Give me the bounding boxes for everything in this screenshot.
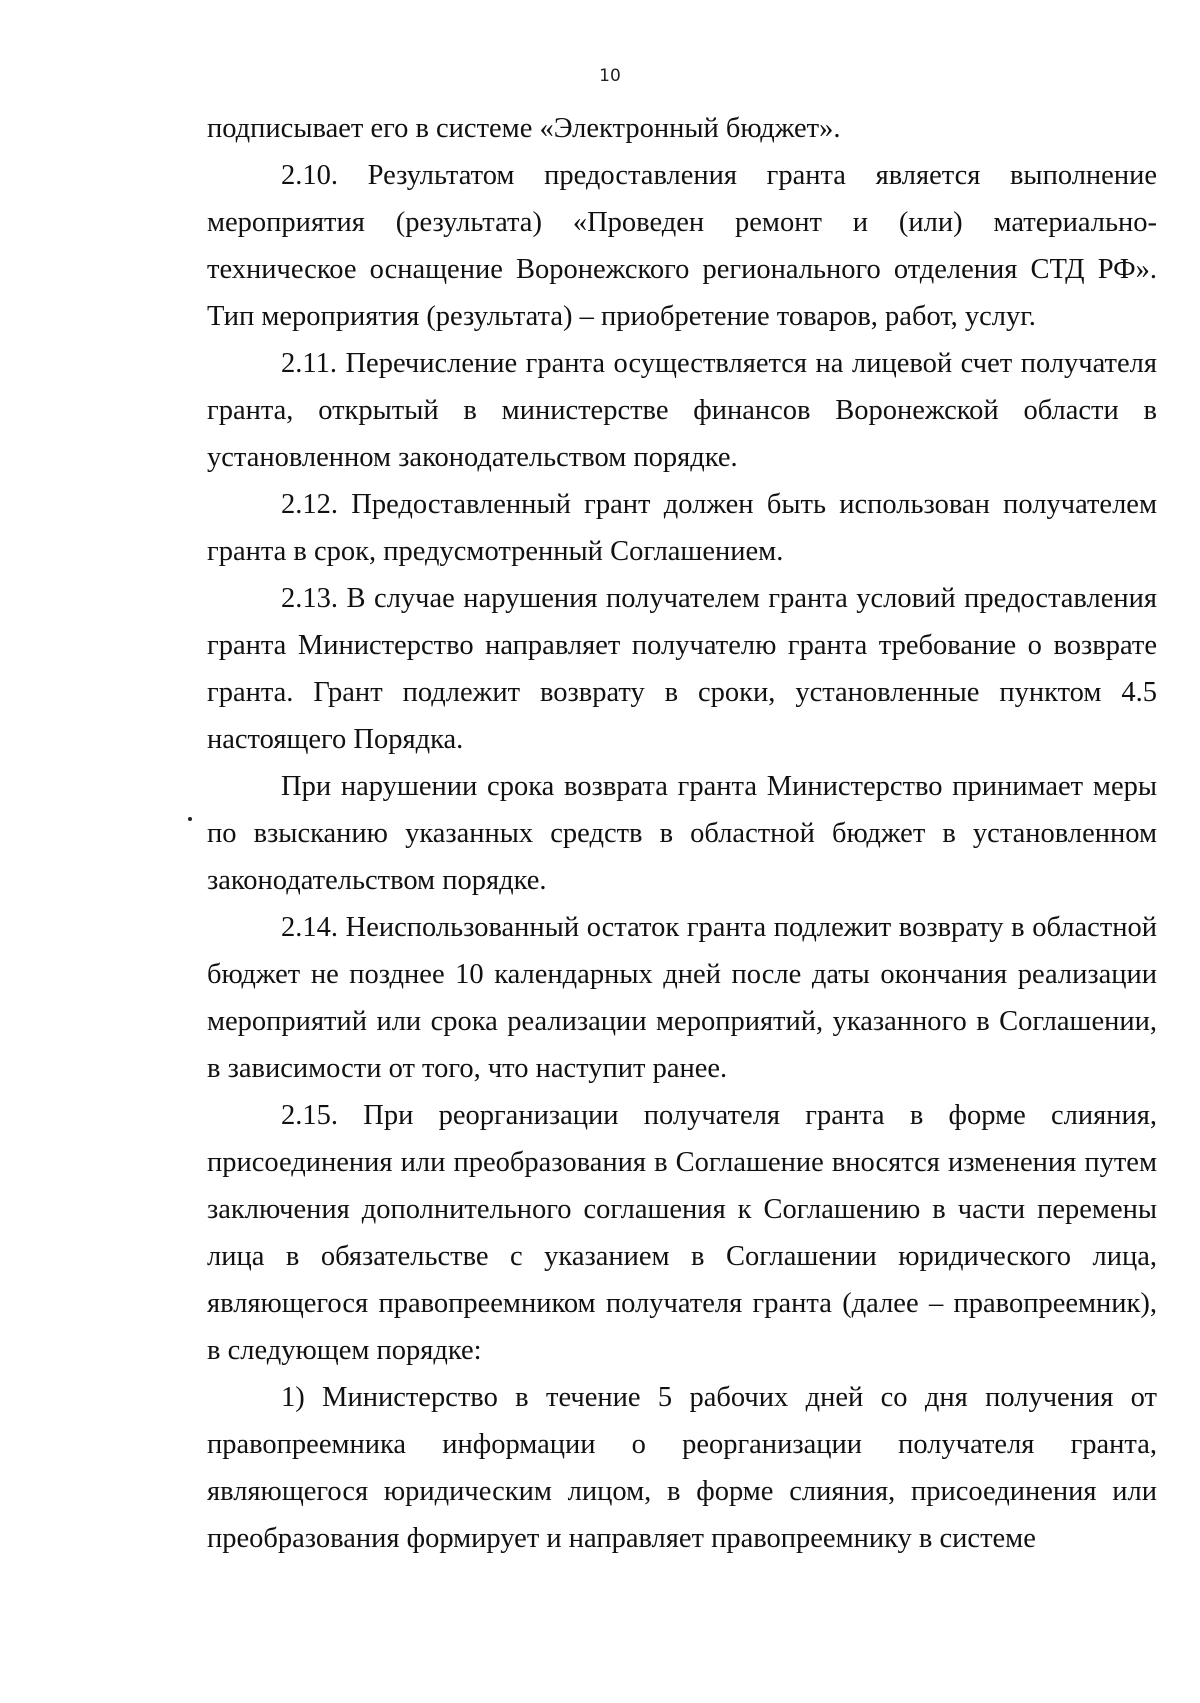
paragraph-2-10: 2.10. Результатом предоставления гранта является выполнение мероприятия (результата) «Проведен ремонт и (или) материально-техническое оснащение Воронежского регионального отделения СТД РФ». Тип мероприятия (результата) – приобретение товаров, работ, услуг. bbox=[207, 160, 1157, 332]
paragraph-2-13-recovery: При нарушении срока возврата гранта Министерство принимает меры по взысканию указанных средств в областной бюджет в установленном законодательством порядке. bbox=[207, 771, 1157, 896]
page-number: 10 bbox=[599, 66, 621, 86]
paragraph-2-13: 2.13. В случае нарушения получателем гранта условий предоставления гранта Министерство направляет получателю гранта требование о возврате гранта. Грант подлежит возврату в сроки, установленные пунктом 4.5 настоящего Порядка. bbox=[207, 583, 1157, 755]
paragraph-2-11: 2.11. Перечисление гранта осуществляется на лицевой счет получателя гранта, открытый в министерстве финансов Воронежской области в установленном законодательством порядке. bbox=[207, 348, 1157, 473]
paragraph-2-12: 2.12. Предоставленный грант должен быть использован получателем гранта в срок, предусмотренный Соглашением. bbox=[207, 489, 1157, 567]
scan-mark bbox=[188, 817, 192, 821]
paragraph-2-14: 2.14. Неиспользованный остаток гранта подлежит возврату в областной бюджет не позднее 10 календарных дней после даты окончания реализации мероприятий или срока реализации мероприятий, указанного в Соглашении, в зависимости от того, что наступит ранее. bbox=[207, 912, 1157, 1084]
paragraph-2-15: 2.15. При реорганизации получателя гранта в форме слияния, присоединения или преобразования в Соглашение вносятся изменения путем заключения дополнительного соглашения к Соглашению в части перемены лица в обязательстве с указанием в Соглашении юридического лица, являющегося правопреемником получателя гранта (далее – правопреемник), в следующем порядке: bbox=[207, 1100, 1157, 1366]
paragraph-2-15-item-1: 1) Министерство в течение 5 рабочих дней со дня получения от правопреемника информации о реорганизации получателя гранта, являющегося юридическим лицом, в форме слияния, присоединения или преобразования формирует и направляет правопреемнику в системе bbox=[207, 1382, 1157, 1554]
paragraph-continuation: подписывает его в системе «Электронный бюджет». bbox=[207, 113, 841, 144]
document-body bbox=[207, 105, 1157, 1562]
